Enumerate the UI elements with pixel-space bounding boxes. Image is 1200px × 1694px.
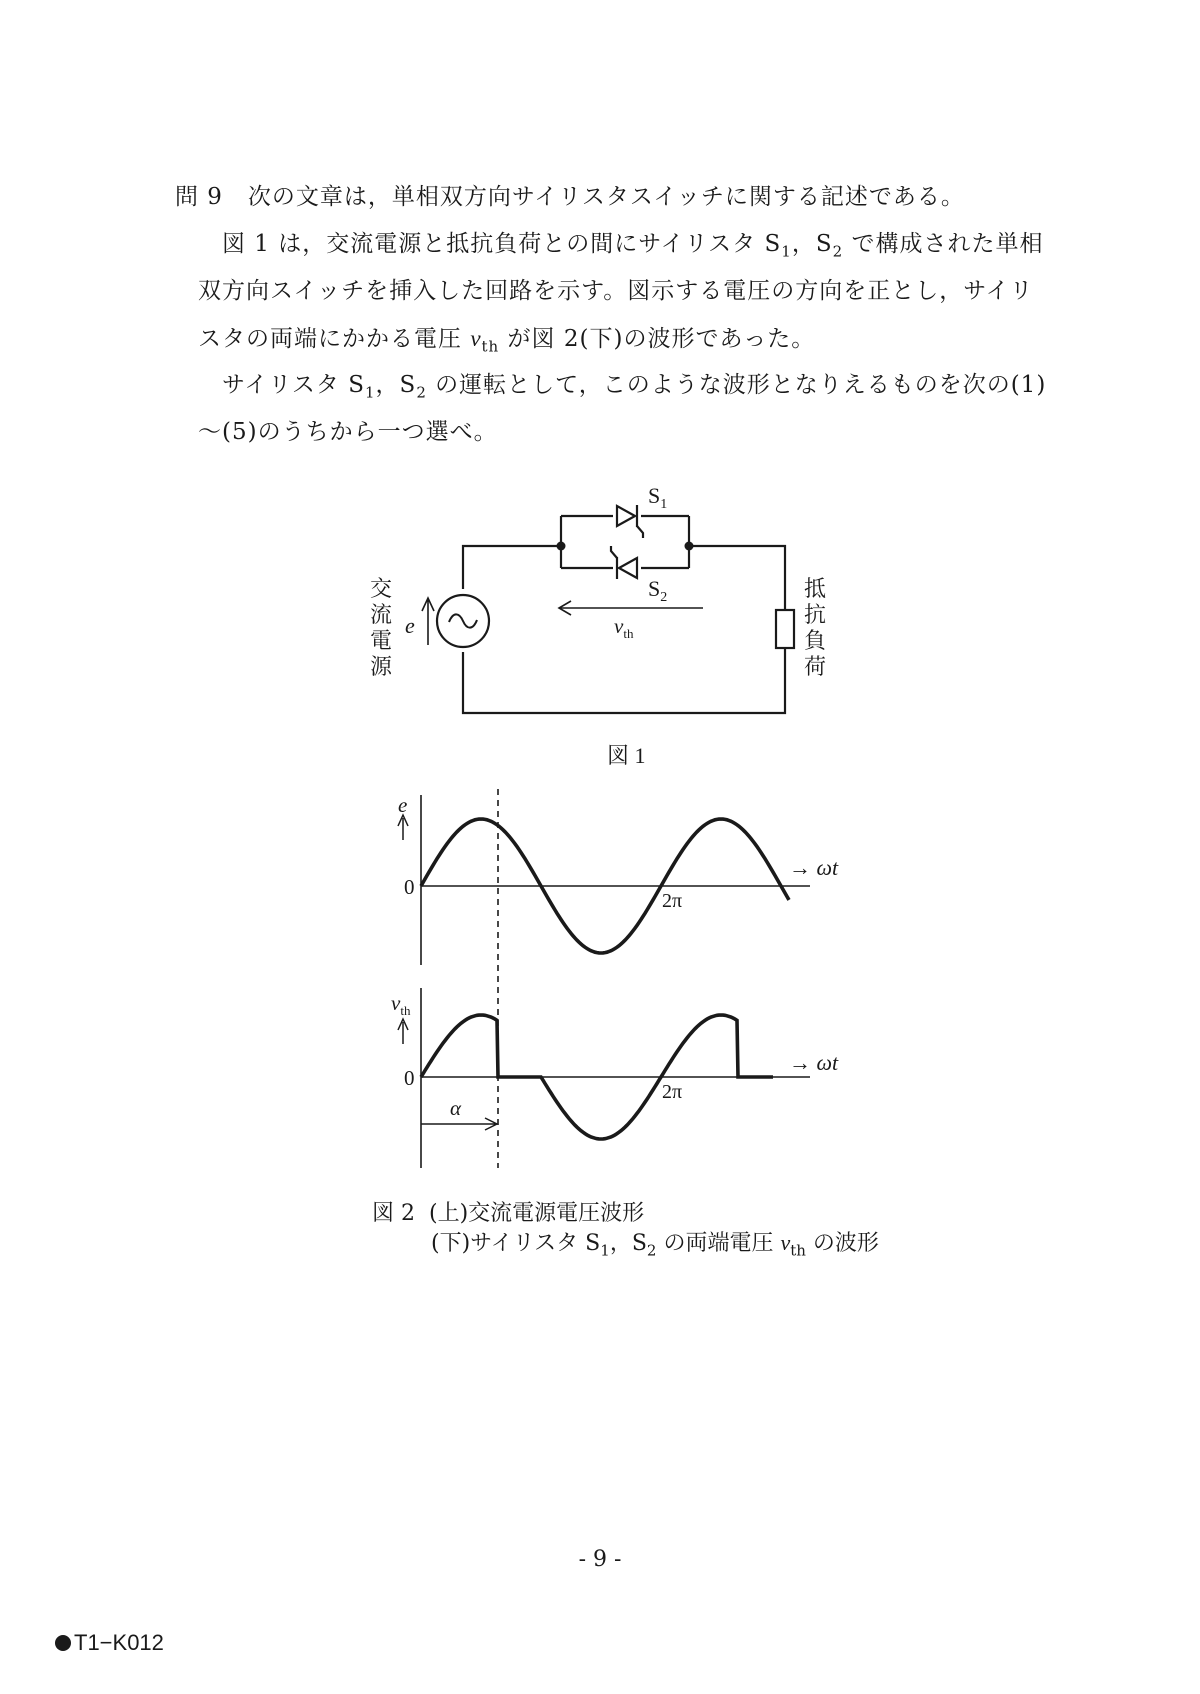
footer-code-text: T1−K012 [74, 1630, 164, 1655]
vth-v: v [470, 326, 482, 351]
p2-text-c: の運転として，このような波形となりえるものを次の(1) [435, 372, 1047, 398]
wire-bottom [463, 648, 785, 713]
bottom-omega-t-label: → ωt [789, 1050, 839, 1075]
p1-line3-text-a: スタの両端にかかる電圧 [198, 326, 462, 352]
paragraph-1-line-2: 双方向スイッチを挿入した回路を示す。図示する電圧の方向を正とし，サイリ [198, 278, 1034, 304]
ac-label-char-3: 電 [370, 628, 393, 653]
top-2pi-label: 2π [662, 890, 683, 912]
fig2-caption-upper: (上)交流電源電圧波形 [429, 1201, 645, 1226]
footer-code [55, 1630, 164, 1656]
fig2-v: v [780, 1230, 791, 1255]
vth-axis-label: $v_{th}$ [391, 991, 411, 1018]
s1-label: $S_1$ [648, 483, 668, 512]
s2-label: $S_2$ [648, 576, 668, 605]
branch-verticals [561, 516, 689, 568]
ac-source-label [370, 576, 393, 679]
bottom-2pi-label: 2π [662, 1081, 683, 1103]
wire-left-top [463, 546, 561, 589]
footer-dot-icon [55, 1635, 71, 1651]
fig2-th: th [790, 1241, 806, 1260]
fig2-caption-line-2 [431, 1226, 879, 1259]
p2-sub-1: 1 [365, 383, 376, 402]
fig2-caption-label: 図 2 [372, 1201, 415, 1226]
e-circuit-label: e [405, 613, 415, 638]
p1-line3-text-b: が図 2(下)の波形であった。 [507, 326, 816, 352]
resistor-icon [776, 610, 794, 648]
thyristor-s2-icon [611, 546, 637, 579]
e-arrow-icon [422, 598, 434, 645]
question-intro: 次の文章は，単相双方向サイリスタスイッチに関する記述である。 [247, 184, 965, 210]
question-number: 問 9 [175, 184, 223, 210]
e-axis-label: e [398, 793, 408, 817]
wire-right-top [689, 546, 785, 610]
p1-text-b: ，S [791, 231, 833, 257]
thyristor-s1-icon [617, 505, 643, 538]
load-label-char-4: 荷 [804, 654, 827, 679]
junction-right [685, 542, 694, 551]
vth-circuit-label: $v_{th}$ [614, 614, 634, 641]
fig2-sub-1: 1 [600, 1241, 610, 1260]
fig2-caption-lower-b: ，S [609, 1231, 647, 1256]
p1-sub-2: 2 [832, 242, 844, 261]
vth-th: th [481, 337, 500, 356]
bottom-zero-label: 0 [404, 1066, 415, 1090]
p1-sub-1: 1 [781, 242, 792, 261]
top-zero-label: 0 [404, 875, 415, 899]
load-label-char-3: 負 [804, 628, 827, 653]
fig1-caption: 図 1 [607, 743, 646, 768]
fig2-caption-lower-d: の波形 [812, 1231, 879, 1256]
fig1-circuit [463, 516, 785, 713]
ac-label-char-4: 源 [370, 654, 393, 679]
fig2-caption-lower-a: (下)サイリスタ S [431, 1231, 601, 1256]
fig2-sub-2: 2 [646, 1241, 657, 1260]
junction-left [557, 542, 566, 551]
load-label [804, 576, 828, 679]
paragraph-2-line-2: ～(5)のうちから一つ選べ。 [198, 419, 498, 445]
p2-text-a: サイリスタ S [222, 372, 365, 398]
p2-sub-2: 2 [416, 383, 427, 402]
vth-axis-arrow-icon [398, 1019, 408, 1044]
top-omega-t-label: → ωt [789, 855, 839, 880]
p1-text-a: 図 1 は，交流電源と抵抗負荷との間にサイリスタ S [222, 231, 782, 257]
ac-label-char-2: 流 [370, 602, 393, 627]
alpha-label: α [450, 1096, 462, 1120]
load-label-char-2: 抗 [804, 602, 827, 627]
p2-text-b: ，S [375, 372, 417, 398]
fig2-caption-lower-c: の両端電圧 [663, 1231, 774, 1256]
fig2-caption-line-1 [372, 1196, 644, 1227]
e-axis-arrow-icon [398, 815, 408, 840]
load-label-char-1: 抵 [804, 576, 827, 601]
vth-arrow-icon [559, 601, 703, 615]
p1-text-c: で構成された単相 [851, 231, 1044, 257]
ac-label-char-1: 交 [370, 576, 393, 601]
page-number: - 9 - [578, 1547, 622, 1572]
